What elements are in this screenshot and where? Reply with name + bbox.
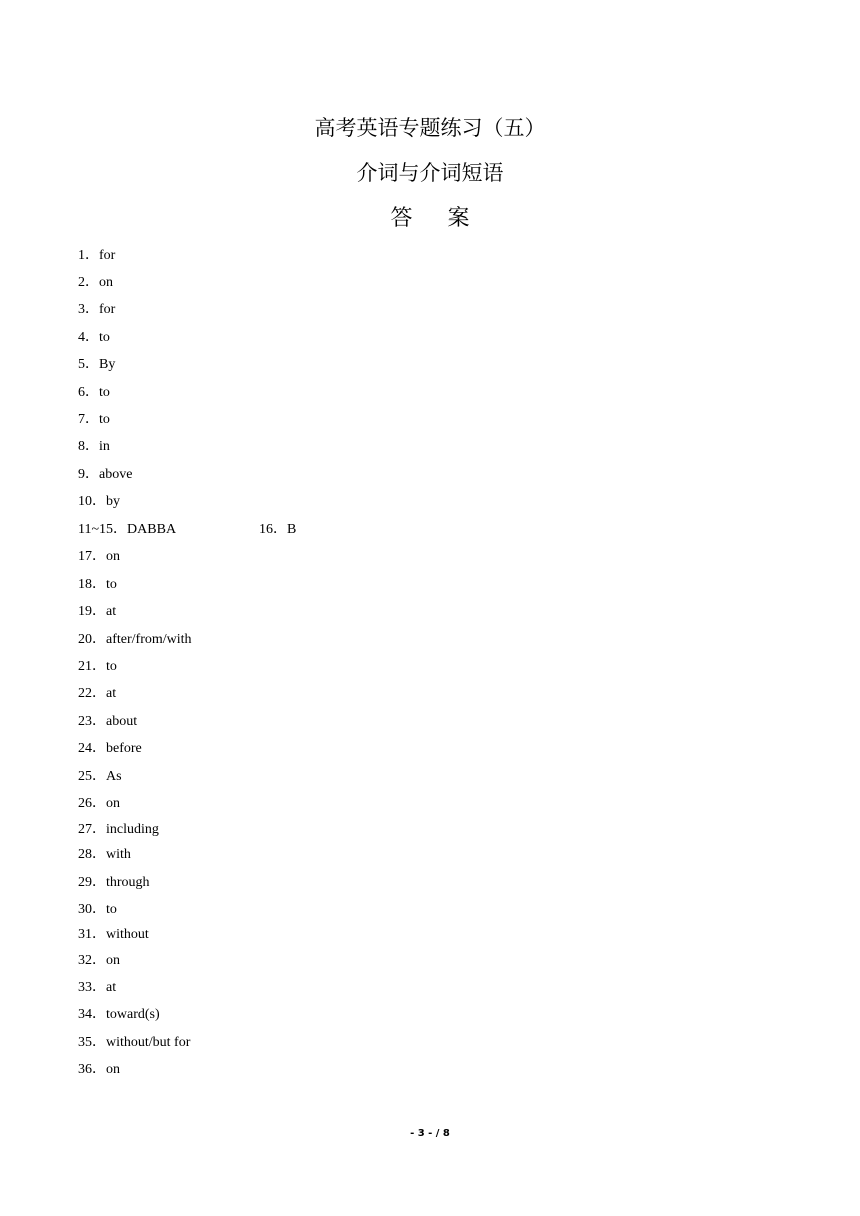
answer-item: 5．By <box>78 357 116 372</box>
answer-item: 7．to <box>78 412 110 427</box>
answer-item: 21．to <box>78 659 117 674</box>
answer-item: 26．on <box>78 796 120 811</box>
answer-item: 34．toward(s) <box>78 1007 160 1022</box>
answer-item: 4．to <box>78 330 110 345</box>
answer-item: 33．at <box>78 980 117 995</box>
answer-item: 36．on <box>78 1062 120 1077</box>
page-number: - 3 - / 8 <box>410 1128 450 1139</box>
answer-item: 20．after/from/with <box>78 632 192 647</box>
answer-item-combined <box>78 518 297 542</box>
document-subtitle: 介词与介词短语 <box>356 161 504 185</box>
document-title: 高考英语专题练习（五） <box>314 116 546 140</box>
answer-item: 1．for <box>78 248 116 263</box>
answer-item: 2．on <box>78 275 113 290</box>
answer-item: 30．to <box>78 902 117 917</box>
answer-item: 25．As <box>78 769 122 784</box>
answer-item: 17．on <box>78 549 120 564</box>
answer-item: 27．including <box>78 822 159 837</box>
answer-item: 9．above <box>78 467 133 482</box>
answer-item: 29．through <box>78 875 150 890</box>
answer-item: 22．at <box>78 686 117 701</box>
answer-item: 24．before <box>78 741 142 756</box>
answer-item: 35．without/but for <box>78 1035 191 1050</box>
answer-item: 28．with <box>78 847 131 862</box>
answer-item: 11~15．DABBA <box>78 522 177 537</box>
answer-item: 6．to <box>78 385 110 400</box>
answer-item: 31．without <box>78 927 149 942</box>
answer-item: 19．at <box>78 604 117 619</box>
answer-item: 32．on <box>78 953 120 968</box>
answer-item: 3．for <box>78 302 116 317</box>
answer-item: 10．by <box>78 494 120 509</box>
answer-item: 8．in <box>78 439 110 454</box>
answer-item: 23．about <box>78 714 138 729</box>
answer-item: 18．to <box>78 577 117 592</box>
answer-item: 16．B <box>259 522 297 537</box>
answer-section-heading: 答 案 <box>390 206 484 231</box>
